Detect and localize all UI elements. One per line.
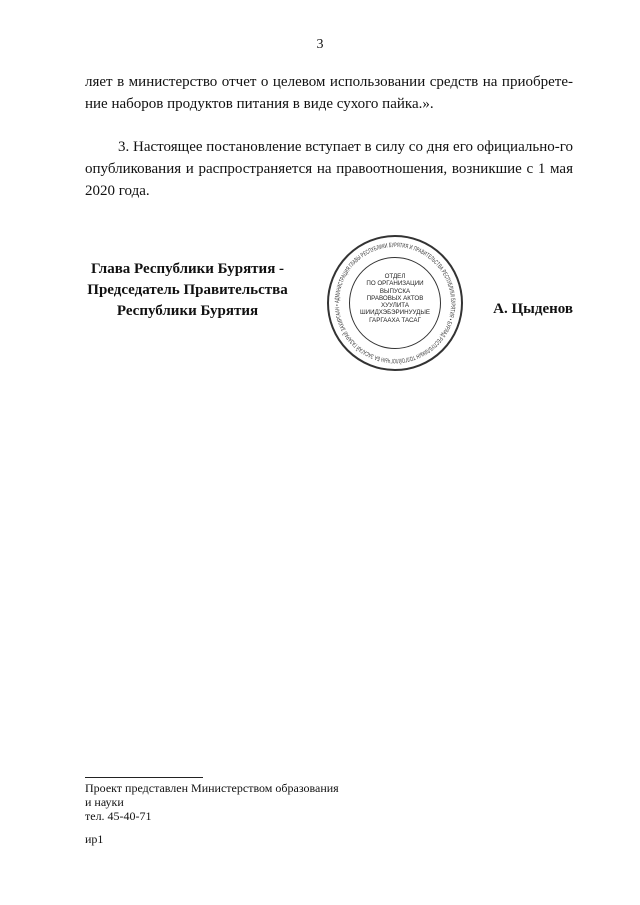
signer-title xyxy=(75,259,300,322)
svg-text:АДМИНИСТРАЦИЯ ГЛАВЫ РЕСПУБЛИКИ: АДМИНИСТРАЦИЯ ГЛАВЫ РЕСПУБЛИКИ БУРЯТИЯ И ПРАВИТЕЛЬСТВА РЕСПУБЛИКИ БУРЯТИЯ • БУРЯАД РЕСПУБЛИКЫН ТОЛГОЙЛОГЧЫН БА ЗАСАГАЙ ГАЗАРАЙ ЗАХИРГААН • xyxy=(333,241,457,365)
seal-center-line: ХУУЛИТА xyxy=(381,302,409,310)
seal-center-line: ГАРГААХА ТАСАГ xyxy=(369,316,421,324)
seal-center-line: ВЫПУСКА xyxy=(379,287,411,295)
signer-title-line: Республики Бурятия xyxy=(116,303,259,319)
footnote-divider xyxy=(85,777,203,778)
paragraph-continuation: ляет в министерство отчет о целевом использовании средств на приобрете-ние наборов продуктов питания в виде сухого пайка.». xyxy=(85,74,573,112)
footnote-line: Проект представлен Министерством образования xyxy=(85,781,339,795)
paragraph-effective-date: 3. Настоящее постановление вступает в силу со дня его официально-го опубликования и распространяется на правоотношения, возникшие с 1 мая 2020 года. xyxy=(85,139,573,199)
page-number: 3 xyxy=(316,37,324,52)
seal-center-line: ОТДЕЛ xyxy=(384,273,406,280)
seal-center-text xyxy=(357,273,433,324)
official-seal xyxy=(327,235,463,371)
seal-center-line: ПРАВОВЫХ АКТОВ xyxy=(366,294,424,302)
footnote xyxy=(85,781,339,823)
signer-name: А. Цыденов xyxy=(493,301,573,317)
signer-title-line: Глава Республики Бурятия - xyxy=(90,261,285,277)
signer-title-line: Председатель Правительства xyxy=(87,282,288,298)
document-code: ир1 xyxy=(85,832,104,846)
seal-center-line: ПО ОРГАНИЗАЦИИ xyxy=(366,280,424,288)
seal-center-line: ШИИДХЭБЭРИНУУДЫЕ xyxy=(360,309,430,317)
footnote-line: и науки xyxy=(85,795,124,809)
footnote-line: тел. 45-40-71 xyxy=(85,809,152,823)
